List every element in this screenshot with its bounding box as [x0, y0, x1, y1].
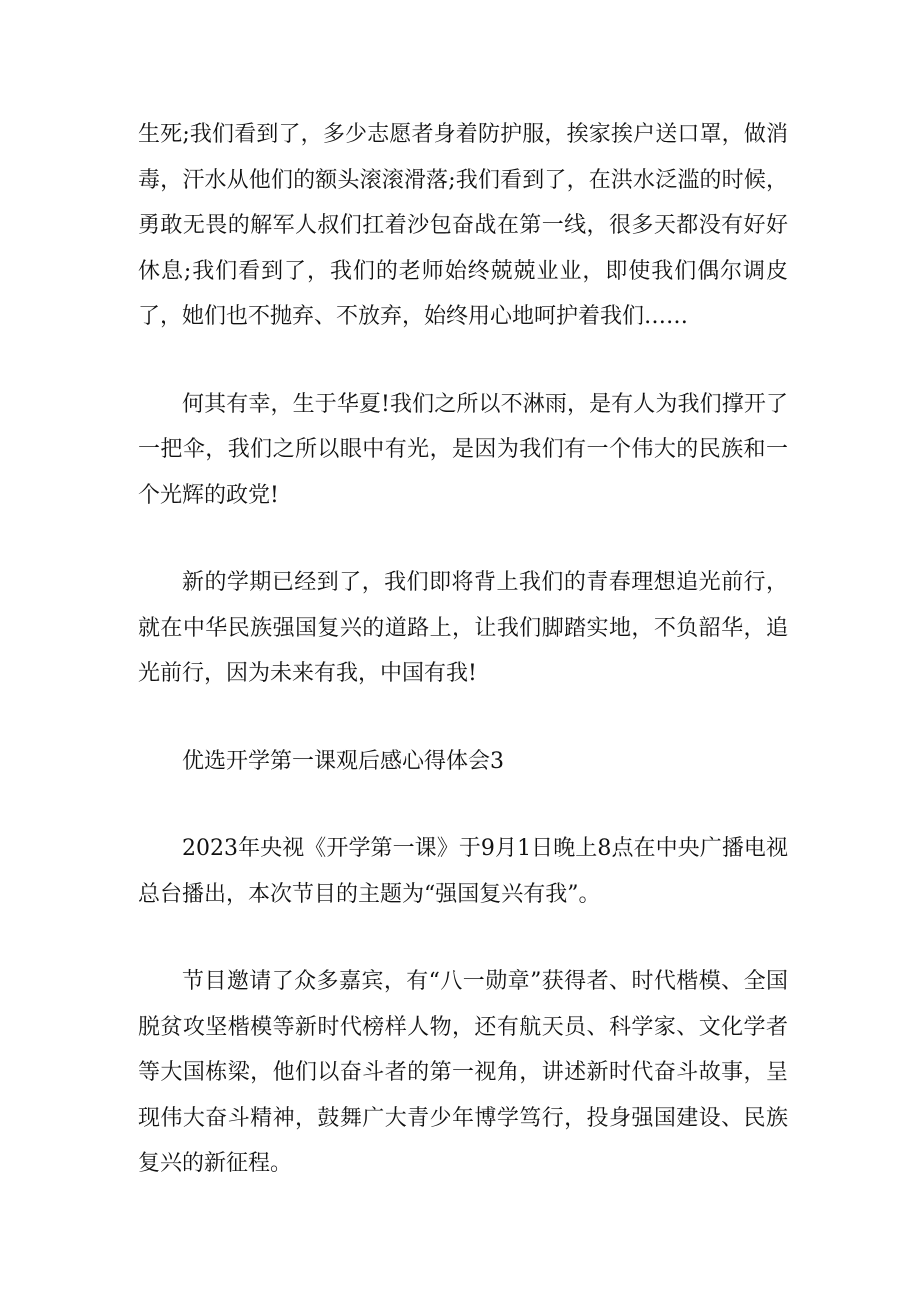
- paragraph-gap: [138, 784, 788, 826]
- paragraph-new-semester: 新的学期已经到了，我们即将背上我们的青春理想追光前行，就在中华民族强国复兴的道路上，让我们脚踏实地，不负韶华，追光前行，因为未来有我，中国有我!: [138, 570, 788, 686]
- paragraph-gap: [138, 340, 788, 382]
- paragraph-continuation: 生死;我们看到了，多少志愿者身着防护服，挨家挨户送口罩，做消毒，汗水从他们的额头滚滚滑落;我们看到了，在洪水泛滥的时候，勇敢无畏的解军人叔们扛着沙包奋战在第一线，很多天都没有好好休息;我们看到了，我们的老师始终兢兢业业，即使我们偶尔调皮了，她们也不抛弃、不放弃，始终用心地呵护着我们……: [138, 122, 788, 329]
- document-body: [138, 112, 788, 1187]
- paragraph-gap: [138, 917, 788, 959]
- paragraph-gap: [138, 518, 788, 560]
- paragraph-fortunate: 何其有幸，生于华夏!我们之所以不淋雨，是有人为我们撑开了一把伞，我们之所以眼中有光，是因为我们有一个伟大的民族和一个光辉的政党!: [138, 391, 788, 508]
- paragraph-broadcast: 2023年央视《开学第一课》于9月1日晚上8点在中央广播电视总台播出，本次节目的主题为“强国复兴有我”。: [138, 836, 788, 907]
- paragraph-guests: 节目邀请了众多嘉宾，有“八一勋章”获得者、时代楷模、全国脱贫攻坚楷模等新时代榜样人物，还有航天员、科学家、文化学者等大国栋梁，他们以奋斗者的第一视角，讲述新时代奋斗故事，呈现伟大奋斗精神，鼓舞广大青少年博学笃行，投身强国建设、民族复兴的新征程。: [138, 969, 788, 1176]
- section-heading: 优选开学第一课观后感心得体会3: [182, 748, 504, 774]
- paragraph-gap: [138, 697, 788, 739]
